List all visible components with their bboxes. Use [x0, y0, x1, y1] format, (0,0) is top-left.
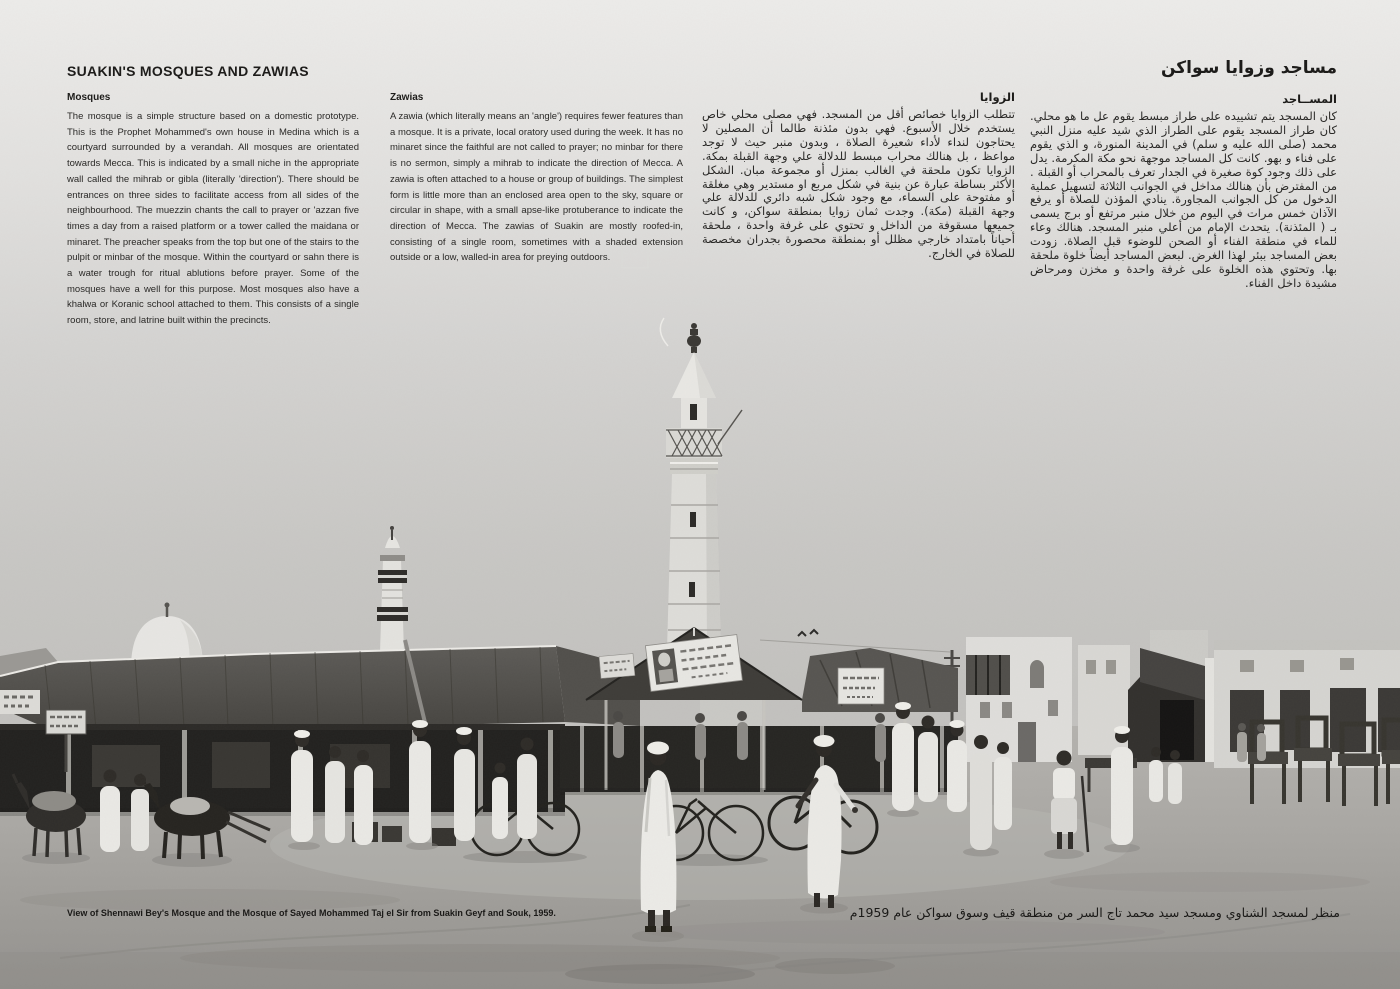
- page-title-english: SUAKIN'S MOSQUES AND ZAWIAS: [67, 63, 309, 79]
- zawaya-arabic-heading: الزوايا: [979, 90, 1015, 104]
- column-mosques: [67, 92, 359, 329]
- zawaya-arabic-body: تتطلب الزوايا خصائص أقل من المسجد. فهي مصلى محلي خاص يستخدم خلال الأسبوع. فهي بدون مئذنة طالما أن المصلين لا يحتاجون لنداء لأداء شعيرة الصلاة ، وبدون منبر حيث لا توجد مواعظ ، بل هنالك محراب مبسط للدلالة علي وجهة القبلة بمكة. الزوايا تكون ملحقة في الغالب بمنزل أو مجموعة مبان. الشكل الأكثر بساطة عبارة عن بنية في شكل مربع او مستدير وهي مغلقة أو مفتوحة على السماء، مع وجود شكل شبه دائري للدلالة علي وجهة القبلة (مكة). وجدت ثمان زوايا بمنطقة سواكن، و كانت جميعها مسقوفة من الداخل و تحتوي على غرفة واحدة ، ملحقة أحياناً بامتداد خارجي مظلل أو بمنطقة محصورة بجدران مخصصة للصلاة في الخارج.: [702, 107, 1015, 261]
- masajid-arabic-heading: المســاجد: [1282, 92, 1337, 106]
- page-title-arabic: مساجد وزوايا سواكن: [1160, 58, 1337, 78]
- mosques-heading: Mosques: [67, 92, 111, 103]
- photo-caption-english: View of Shennawi Bey's Mosque and the Mosque of Sayed Mohammed Taj el Sir from Suakin Geyf and Souk, 1959.: [67, 908, 556, 918]
- zawias-body: A zawia (which literally means an 'angle') requires fewer features than a mosque. It is a private, local oratory used during the week. It has no minaret since the faithful are not called to prayer; no minbar for there is no sermon, simply a mihrab to indicate the direction of Mecca. A zawia is often attached to a house or group of buildings. The simplest form is little more than an enclosed area open to the sky, square or circular in shape, with a small apse-like protuberance to indicate the direction of Mecca. The zawias of Suakin are mostly roofed-in, consisting of a single room, sometimes with a shaded extension outside or a low, walled-in area for preying outdoors.: [390, 111, 683, 264]
- zawias-heading: Zawias: [390, 92, 424, 103]
- masajid-arabic-body: كان المسجد يتم تشييده على طراز مبسط يقوم عل ما هو محلي. كان طراز المسجد يقوم على الطراز الذي شيد عليه منزل النبي محمد (صلى الله عليه و سلم) في المدينة المنورة، و الذي يقوم على فناء و بهو. كانت كل المساجد موجهة نحو مكة المكرمة. يدل على ذلك وجود كوة صغيرة في الجدار تعرف بالمحراب أو القبلة . من المفترض بأن هنالك مداخل في الجوانب الثلاثة لتسهيل عملية الدخول من كل الجوانب المجاورة. ينادي المؤذن للصلاة أو يرفع الآذان خمس مرات في اليوم من خلال منبر مرتفع أو برج يسمى بـ ( المئذنة). يتحدث الإمام من أعلي منبر المسجد. هنالك وعاء للماء في منطقة الفناء أو الصحن للوضوء قبل الصلاة. زودت بعض المساجد ببئر لهذا الغرض. لبعض المساجد أيضاً خلوة ملحقة بها. وتحتوي هذه الخلوة على غرفة واحدة و مخزن ومرحاض مشيدة داخل الفناء.: [1030, 109, 1337, 290]
- column-zawias: [390, 92, 683, 266]
- column-masajid-arabic: [1030, 92, 1337, 291]
- mosques-body: The mosque is a simple structure based on a domestic prototype. This is the Prophet Mohammed's own house in Medina which is a courtyard surrounded by a verandah. All mosques are orientated towards Mecca. This is indicated by a small niche in the appropriate wall called the mihrab or gibla (literally 'direction'). There should be entrances on three sides to facilitate access from all sides of the neighbourhood. The muezzin chants the call to prayer or 'azzan five times a day from a raised platform or a tower called the maidana or minaret. The preacher speaks from the top but one of the stairs to the pulpit or minbar of the mosque. Within the courtyard or sahn there is a water trough for ritual ablutions before prayer. Some of the mosques have a well for this purpose. Most mosques also have a khalwa or Koranic school attached to them. This consists of a single room, store, and latrine built within the precincts.: [67, 111, 359, 327]
- photo-caption-arabic: منظر لمسجد الشناوي ومسجد سيد محمد تاج السر من منطقة قيف وسوق سواكن عام 1959م: [849, 905, 1340, 920]
- column-zawaya-arabic: [702, 90, 1015, 261]
